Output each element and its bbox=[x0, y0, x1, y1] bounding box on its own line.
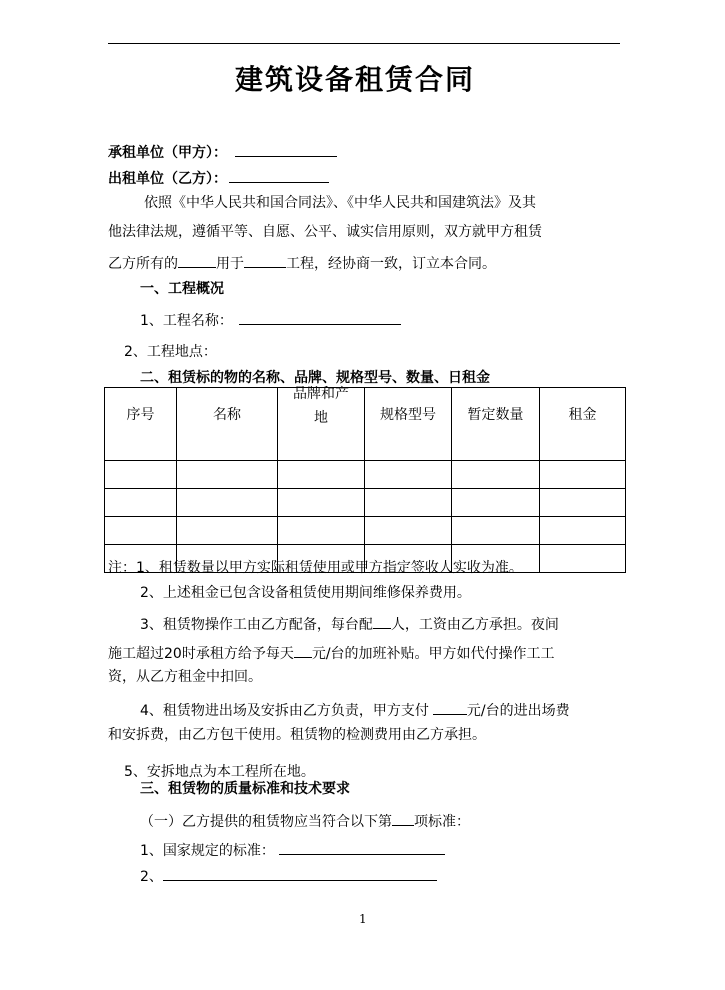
table-cell[interactable] bbox=[105, 517, 177, 545]
lessor-blank[interactable] bbox=[229, 168, 329, 183]
equipment-blank[interactable] bbox=[178, 253, 216, 268]
project-location-label: 2、工程地点： bbox=[124, 344, 217, 360]
table-cell[interactable] bbox=[278, 489, 365, 517]
table-cell[interactable] bbox=[452, 461, 540, 489]
other-standard-label: 2、 bbox=[140, 869, 163, 885]
note-2: 2、上述租金已包含设备租赁使用期间维修保养费用。 bbox=[140, 585, 471, 601]
header-cell: 规格型号 bbox=[365, 388, 452, 461]
table-cell[interactable] bbox=[452, 517, 540, 545]
header-rule bbox=[108, 43, 620, 44]
header-cell-brand-line1: 品牌和产 bbox=[293, 386, 349, 402]
table-cell[interactable] bbox=[365, 517, 452, 545]
note-1: 注：1、租赁数量以甲方实际租赁使用或甲方指定签收人实收为准。 bbox=[108, 560, 523, 576]
note-3-line-2-a: 施工超过20时承租方给予每天 bbox=[108, 646, 294, 662]
note-3-line-2-b: 元/台的加班补贴。甲方如代付操作工工 bbox=[311, 646, 555, 662]
other-standard-line bbox=[140, 866, 437, 884]
section1-heading: 一、工程概况 bbox=[140, 281, 224, 297]
equipment-table bbox=[104, 386, 626, 576]
header-cell-brand bbox=[278, 388, 365, 461]
note-4-line-2: 和安拆费，由乙方包干使用。租赁物的检测费用由乙方承担。 bbox=[108, 727, 486, 743]
other-standard-blank[interactable] bbox=[163, 866, 437, 881]
table-cell[interactable] bbox=[177, 489, 278, 517]
intro-line-3 bbox=[108, 253, 496, 271]
national-standard-line bbox=[140, 840, 445, 858]
note-4-b: 元/台的进出场费 bbox=[466, 703, 570, 719]
table-cell[interactable] bbox=[540, 517, 626, 545]
note-4-a: 4、租赁物进出场及安拆由乙方负责，甲方支付 bbox=[140, 703, 429, 719]
intro-line-3-a: 乙方所有的 bbox=[108, 256, 178, 272]
lessee-label: 承租单位（甲方）： bbox=[108, 145, 227, 161]
project-blank[interactable] bbox=[244, 253, 286, 268]
table-row bbox=[105, 461, 626, 489]
lessor-line bbox=[108, 168, 329, 186]
note-3 bbox=[140, 614, 559, 632]
table-row bbox=[105, 517, 626, 545]
intro-line-3-b: 用于 bbox=[216, 256, 244, 272]
national-standard-blank[interactable] bbox=[279, 840, 445, 855]
table-header-row bbox=[105, 388, 626, 461]
intro-line-1: 依照《中华人民共和国合同法》、《中华人民共和国建筑法》及其 bbox=[144, 195, 536, 211]
page-number: 1 bbox=[359, 912, 367, 926]
standard-line-b: 项标准： bbox=[414, 814, 470, 830]
standard-line-a: （一）乙方提供的租赁物应当符合以下第 bbox=[140, 814, 392, 830]
table-cell[interactable] bbox=[278, 461, 365, 489]
intro-line-2: 他法律法规，遵循平等、自愿、公平、诚实信用原则，双方就甲方租赁 bbox=[108, 224, 542, 240]
section3-heading: 三、租赁物的质量标准和技术要求 bbox=[140, 781, 350, 797]
lessee-line bbox=[108, 142, 337, 160]
standard-blank[interactable] bbox=[392, 811, 414, 826]
note-5: 5、安拆地点为本工程所在地。 bbox=[124, 764, 315, 780]
note-3-b: 人，工资由乙方承担。夜间 bbox=[390, 617, 559, 633]
intro-line-3-c: 工程，经协商一致，订立本合同。 bbox=[286, 256, 496, 272]
project-name-line bbox=[140, 310, 401, 328]
entry-fee-blank[interactable] bbox=[433, 700, 467, 715]
lessee-blank[interactable] bbox=[235, 142, 337, 157]
operators-blank[interactable] bbox=[373, 614, 391, 629]
table-cell[interactable] bbox=[540, 545, 626, 573]
lessor-label: 出租单位（乙方）： bbox=[108, 171, 227, 187]
table-cell[interactable] bbox=[177, 461, 278, 489]
header-cell-brand-line2: 地 bbox=[314, 410, 328, 426]
table-row bbox=[105, 489, 626, 517]
project-name-label: 1、工程名称： bbox=[140, 313, 233, 329]
section2-heading: 二、租赁标的物的名称、品牌、规格型号、数量、日租金 bbox=[140, 370, 490, 386]
table-cell[interactable] bbox=[278, 517, 365, 545]
note-3-a: 3、租赁物操作工由乙方配备，每台配 bbox=[140, 617, 373, 633]
header-cell: 暂定数量 bbox=[452, 388, 540, 461]
project-name-blank[interactable] bbox=[239, 310, 401, 325]
table-cell[interactable] bbox=[105, 461, 177, 489]
overtime-blank[interactable] bbox=[294, 643, 312, 658]
note-3-line-2 bbox=[108, 643, 555, 661]
note-4 bbox=[140, 700, 570, 718]
header-cell: 序号 bbox=[105, 388, 177, 461]
standard-line bbox=[140, 811, 470, 829]
note-3-line-3: 资，从乙方租金中扣回。 bbox=[108, 669, 262, 685]
table-cell[interactable] bbox=[540, 461, 626, 489]
table-cell[interactable] bbox=[452, 489, 540, 517]
table-cell[interactable] bbox=[105, 489, 177, 517]
table-cell[interactable] bbox=[177, 517, 278, 545]
document-title: 建筑设备租赁合同 bbox=[235, 63, 476, 96]
national-standard-label: 1、国家规定的标准： bbox=[140, 843, 275, 859]
header-cell: 名称 bbox=[177, 388, 278, 461]
table-cell[interactable] bbox=[540, 489, 626, 517]
table-cell[interactable] bbox=[365, 489, 452, 517]
header-cell: 租金 bbox=[540, 388, 626, 461]
table-cell[interactable] bbox=[365, 461, 452, 489]
